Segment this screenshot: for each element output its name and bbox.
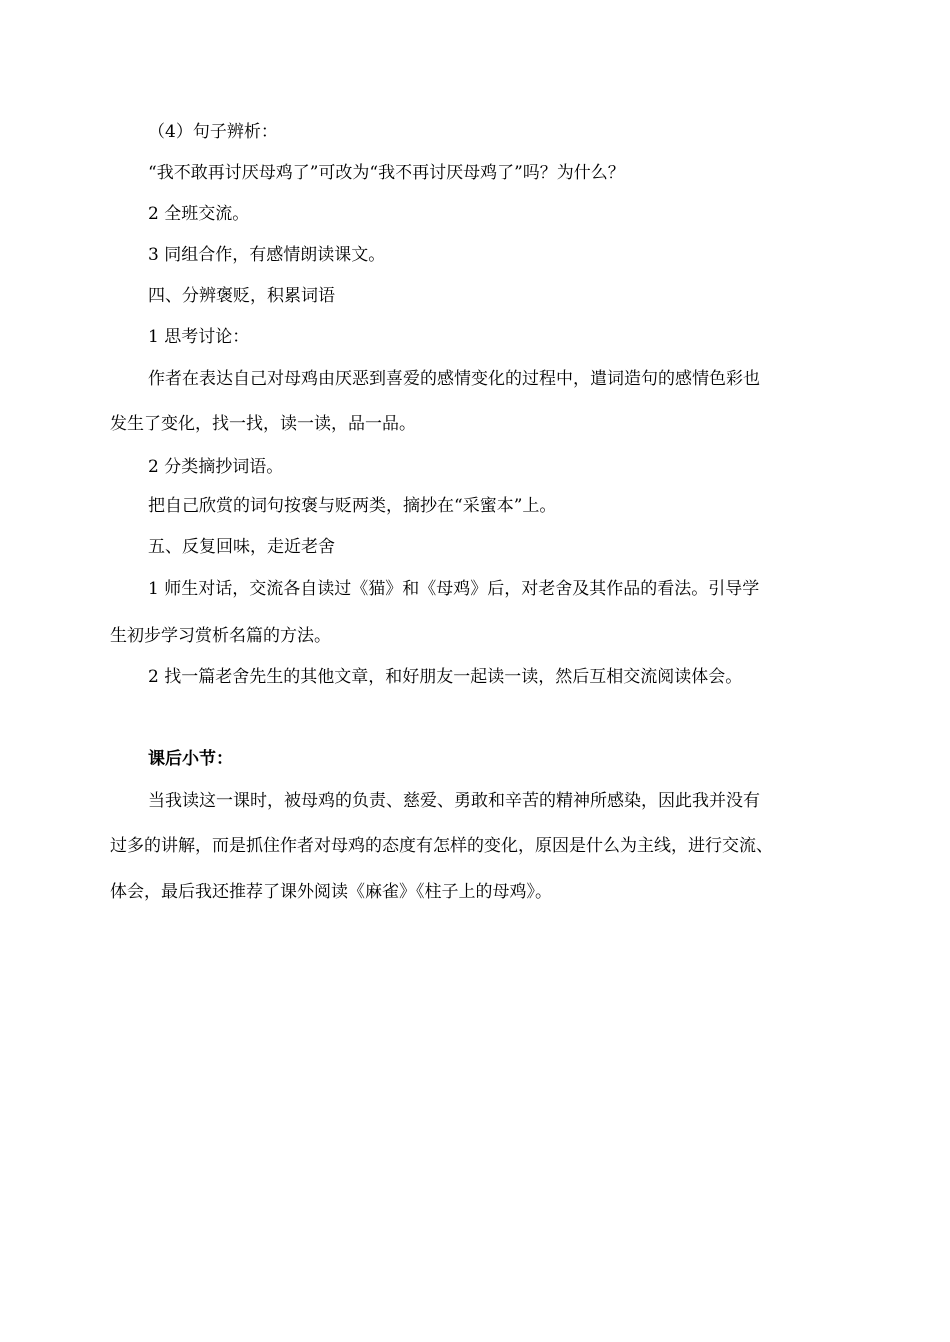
- paragraph-line: 把自己欣赏的词句按褒与贬两类，摘抄在“采蜜本”上。: [148, 496, 557, 516]
- think-discuss-step: 1 思考讨论：: [148, 327, 250, 347]
- sentence-analysis-question: “我不敢再讨厌母鸡了”可改为“我不再讨厌母鸡了”吗？为什么？: [148, 163, 625, 183]
- paragraph-line: 生初步学习赏析名篇的方法。: [110, 626, 331, 646]
- summary-line: 过多的讲解，而是抓住作者对母鸡的态度有怎样的变化，原因是什么为主线，进行交流、: [110, 836, 773, 856]
- summary-line: 当我读这一课时，被母鸡的负责、慈爱、勇敢和辛苦的精神所感染，因此我并没有: [148, 791, 760, 811]
- summary-line: 体会，最后我还推荐了课外阅读《麻雀》《柱子上的母鸡》。: [110, 882, 552, 902]
- section-five-heading: 五、反复回味，走近老舍: [148, 537, 335, 557]
- class-exchange-step: 2 全班交流。: [148, 204, 250, 224]
- paragraph-line: 1 师生对话，交流各自读过《猫》和《母鸡》后，对老舍及其作品的看法。引导学: [148, 579, 760, 599]
- classify-copy-step: 2 分类摘抄词语。: [148, 457, 284, 477]
- paragraph-line: 2 找一篇老舍先生的其他文章，和好朋友一起读一读，然后互相交流阅读体会。: [148, 667, 743, 687]
- sentence-analysis-heading: （4）句子辨析：: [148, 122, 278, 142]
- group-reading-step: 3 同组合作，有感情朗读课文。: [148, 245, 386, 265]
- paragraph-line: 发生了变化，找一找，读一读，品一品。: [110, 414, 416, 434]
- summary-heading: 课后小节：: [148, 749, 233, 769]
- paragraph-line: 作者在表达自己对母鸡由厌恶到喜爱的感情变化的过程中，遣词造句的感情色彩也: [148, 369, 760, 389]
- section-four-heading: 四、分辨褒贬，积累词语: [148, 286, 335, 306]
